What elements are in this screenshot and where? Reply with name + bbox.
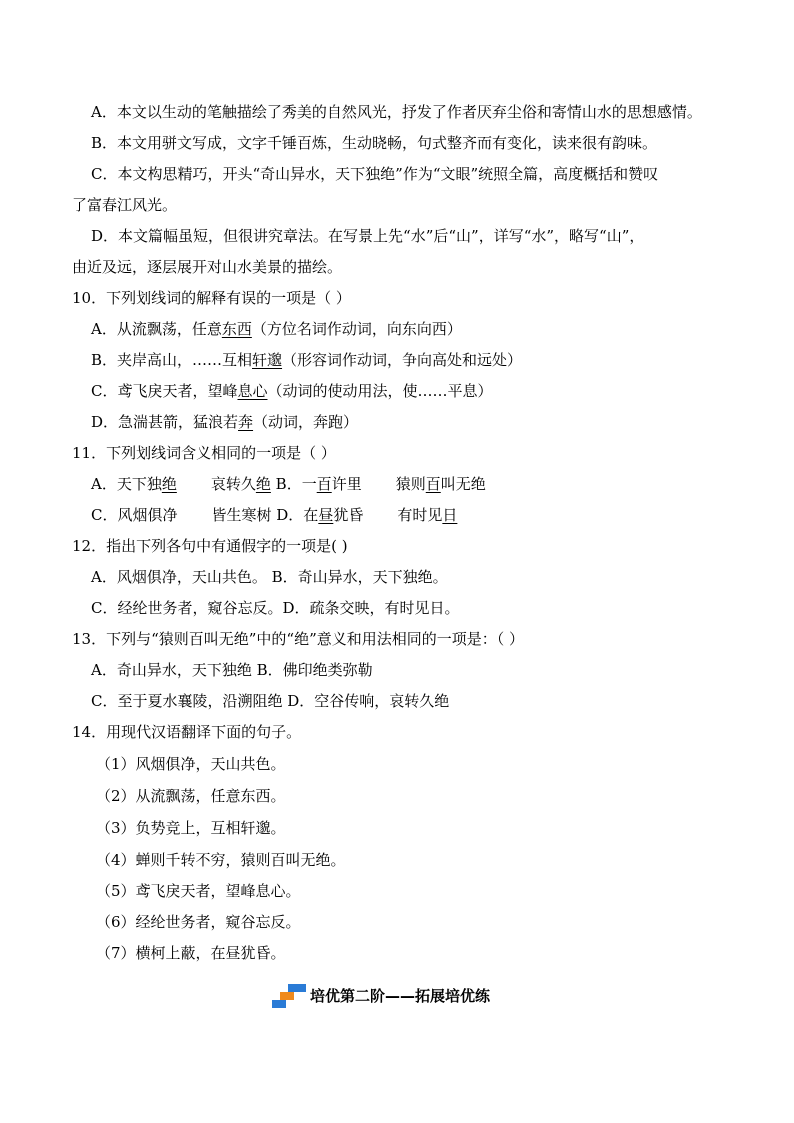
q11-b2-text: 猿则 xyxy=(395,475,426,493)
q10-a-text: A．从流飘荡，任意 xyxy=(91,320,222,338)
q14-stem: 14．用现代汉语翻译下面的句子。 xyxy=(72,723,302,741)
q11-d-underlined: 昼 xyxy=(318,506,334,524)
q12-options-cd: C．经纶世务者，窥谷忘反。D．疏条交映，有时见日。 xyxy=(91,599,460,617)
q10-b-text: B．夹岸高山，……互相 xyxy=(91,351,253,369)
q14-item-1: （1）风烟俱净，天山共色。 xyxy=(96,755,286,773)
section-title: 培优第二阶——拓展培优练 xyxy=(310,987,491,1005)
q10-a-note: （方位名词作动词，向东向西） xyxy=(251,320,462,338)
q14-item-3: （3）负势竞上，互相轩邈。 xyxy=(96,819,286,837)
q14-item-2: （2）从流飘荡，任意东西。 xyxy=(96,787,286,805)
q11-b-text: B．一 xyxy=(275,475,317,493)
option-b-prev: B．本文用骈文写成，文字千锤百炼，生动晓畅，句式整齐而有变化，读来很有韵味。 xyxy=(91,134,658,152)
q11-a-underlined: 绝 xyxy=(161,475,177,493)
q10-option-d xyxy=(91,412,358,432)
q11-c-text: C．风烟俱净 xyxy=(91,506,178,524)
option-c-prev-cont: 了富春江风光。 xyxy=(72,196,178,214)
q10-b-note: （形容词作动词，争向高处和远处） xyxy=(282,351,523,369)
q11-d-text: D．在 xyxy=(276,506,319,524)
q10-d-note: （动词，奔跑） xyxy=(253,413,359,431)
q10-c-note: （动词的使动用法，使……平息） xyxy=(267,382,493,400)
q10-stem: 10．下列划线词的解释有误的一项是（ ） xyxy=(72,289,351,307)
section-heading xyxy=(0,984,794,1008)
q10-c-underlined: 息心 xyxy=(237,382,268,400)
q11-a-text: A．天下独 xyxy=(91,475,162,493)
q14-item-6: （6）经纶世务者，窥谷忘反。 xyxy=(96,913,301,931)
option-a-prev: A．本文以生动的笔触描绘了秀美的自然风光，抒发了作者厌弃尘俗和寄情山水的思想感情。 xyxy=(91,103,702,121)
q11-options-cd xyxy=(91,505,457,525)
q11-c2-text: 皆生寒树 xyxy=(211,506,272,524)
q11-stem: 11．下列划线词含义相同的一项是（ ） xyxy=(72,444,336,462)
q10-option-a xyxy=(91,319,462,339)
q10-option-c xyxy=(91,381,493,401)
q11-a2-text: 哀转久 xyxy=(210,475,256,493)
q12-stem: 12．指出下列各句中有通假字的一项是( ) xyxy=(72,537,348,555)
q11-b2-post: 叫无绝 xyxy=(440,475,486,493)
q14-item-5: （5）鸢飞戾天者，望峰息心。 xyxy=(96,882,301,900)
q11-a2-underlined: 绝 xyxy=(255,475,271,493)
q13-stem: 13．下列与“猿则百叫无绝”中的“绝”意义和用法相同的一项是：（ ） xyxy=(72,630,525,648)
q10-b-underlined: 轩邈 xyxy=(252,351,283,369)
q11-b-post: 许里 xyxy=(331,475,362,493)
q11-d2-text: 有时见 xyxy=(397,506,443,524)
q11-b2-underlined: 百 xyxy=(425,475,441,493)
q12-options-ab: A．风烟俱净，天山共色。 B．奇山异水，天下独绝。 xyxy=(91,568,448,586)
section-logo-icon xyxy=(272,984,306,1008)
q13-options-cd: C．至于夏水襄陵，沿溯阻绝 D．空谷传响，哀转久绝 xyxy=(91,692,450,710)
q10-c-text: C．鸢飞戾天者，望峰 xyxy=(91,382,238,400)
q11-d2-underlined: 日 xyxy=(442,506,458,524)
q11-d-post: 犹昏 xyxy=(333,506,364,524)
q10-a-underlined: 东西 xyxy=(221,320,252,338)
option-d-prev: D．本文篇幅虽短，但很讲究章法。在写景上先“水”后“山”，详写“水”，略写“山”， xyxy=(91,227,645,245)
q14-item-7: （7）横柯上蔽，在昼犹昏。 xyxy=(96,944,286,962)
q10-d-underlined: 奔 xyxy=(238,413,254,431)
q11-options-ab xyxy=(91,474,486,494)
q14-item-4: （4）蝉则千转不穷，猿则百叫无绝。 xyxy=(96,851,346,869)
q11-b-underlined: 百 xyxy=(316,475,332,493)
option-c-prev: C．本文构思精巧，开头“奇山异水，天下独绝”作为“文眼”统照全篇，高度概括和赞叹 xyxy=(91,165,659,183)
q13-options-ab: A．奇山异水，天下独绝 B．佛印绝类弥勒 xyxy=(91,661,373,679)
q10-option-b xyxy=(91,350,522,370)
option-d-prev-cont: 由近及远，逐层展开对山水美景的描绘。 xyxy=(72,258,343,276)
q10-d-text: D．急湍甚箭，猛浪若 xyxy=(91,413,239,431)
